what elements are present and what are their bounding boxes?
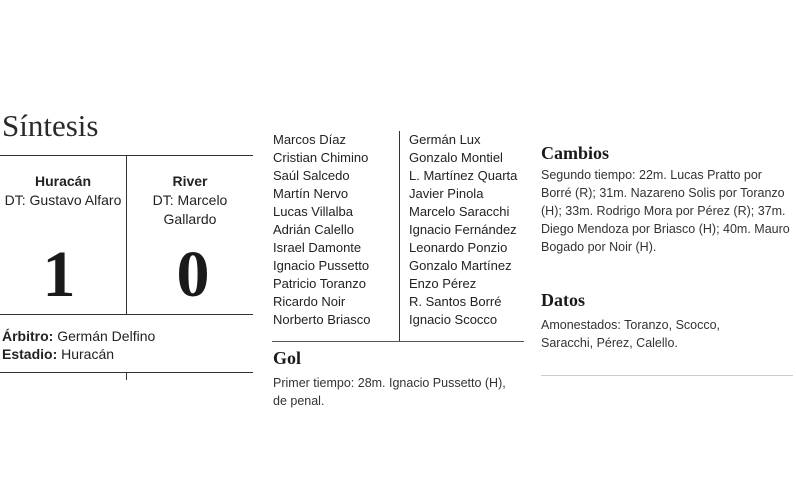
changes-text: Segundo tiempo: 22m. Lucas Pratto por Borré (R); 31m. Nazareno Solis por Toranzo (H); 33m. Rodrigo Mora por Pérez (R); 37m. Diego Mendoza por Briasco (H); 40m. Mauro Bogado por Noir (H). <box>541 168 790 254</box>
referee-label: Árbitro: <box>2 328 54 344</box>
goal-heading: Gol <box>273 348 302 368</box>
home-score: 1 <box>42 238 76 311</box>
page-title: Síntesis <box>2 108 99 143</box>
player-name: Israel Damonte <box>273 240 362 255</box>
changes-heading: Cambios <box>541 143 610 163</box>
player-name: Gonzalo Montiel <box>409 150 503 165</box>
player-name: Marcelo Saracchi <box>409 204 510 219</box>
player-name: Cristian Chimino <box>273 150 369 165</box>
goal-text: Primer tiempo: 28m. Ignacio Pussetto (H), de penal. <box>273 376 506 408</box>
player-name: Martín Nervo <box>273 186 349 201</box>
away-team-name: River <box>172 173 208 189</box>
meta-tick <box>126 372 127 380</box>
player-name: Ignacio Fernández <box>409 222 517 237</box>
player-name: Enzo Pérez <box>409 276 477 291</box>
home-team <box>0 172 126 210</box>
player-name: Lucas Villalba <box>273 204 353 219</box>
player-name: Marcos Díaz <box>273 132 346 147</box>
lineup-away <box>409 131 517 329</box>
player-name: R. Santos Borré <box>409 294 502 309</box>
player-name: Leonardo Ponzio <box>409 240 508 255</box>
away-team <box>127 172 253 229</box>
player-name: Adrián Calello <box>273 222 354 237</box>
stadium-label: Estadio: <box>2 346 58 362</box>
home-team-coach: DT: Gustavo Alfaro <box>4 192 122 208</box>
data-heading: Datos <box>541 290 585 310</box>
away-team-coach: DT: Marcelo Gallardo <box>152 192 228 227</box>
player-name: Ignacio Scocco <box>409 312 498 327</box>
player-name: Ignacio Pussetto <box>273 258 370 273</box>
player-name: Patricio Toranzo <box>273 276 366 291</box>
data-text: Amonestados: Toranzo, Scocco, Saracchi, Pérez, Calello. <box>541 318 721 350</box>
referee-value: Germán Delfino <box>57 328 156 344</box>
player-name: Ricardo Noir <box>273 294 346 309</box>
stadium-value: Huracán <box>61 346 115 362</box>
player-name: Gonzalo Martínez <box>409 258 512 273</box>
stadium <box>2 345 114 363</box>
home-team-name: Huracán <box>34 173 92 189</box>
player-name: Norberto Briasco <box>273 312 371 327</box>
scoreboard-bottom-rule <box>0 314 253 315</box>
player-name: Javier Pinola <box>409 186 484 201</box>
lineups-divider <box>399 131 400 341</box>
referee <box>2 327 155 345</box>
away-score: 0 <box>176 238 210 311</box>
player-name: L. Martínez Quarta <box>409 168 518 183</box>
player-name: Germán Lux <box>409 132 481 147</box>
player-name: Saúl Salcedo <box>273 168 350 183</box>
lineups-bottom-rule <box>272 341 524 342</box>
lineup-home <box>273 131 371 329</box>
data-bottom-rule <box>541 375 793 376</box>
